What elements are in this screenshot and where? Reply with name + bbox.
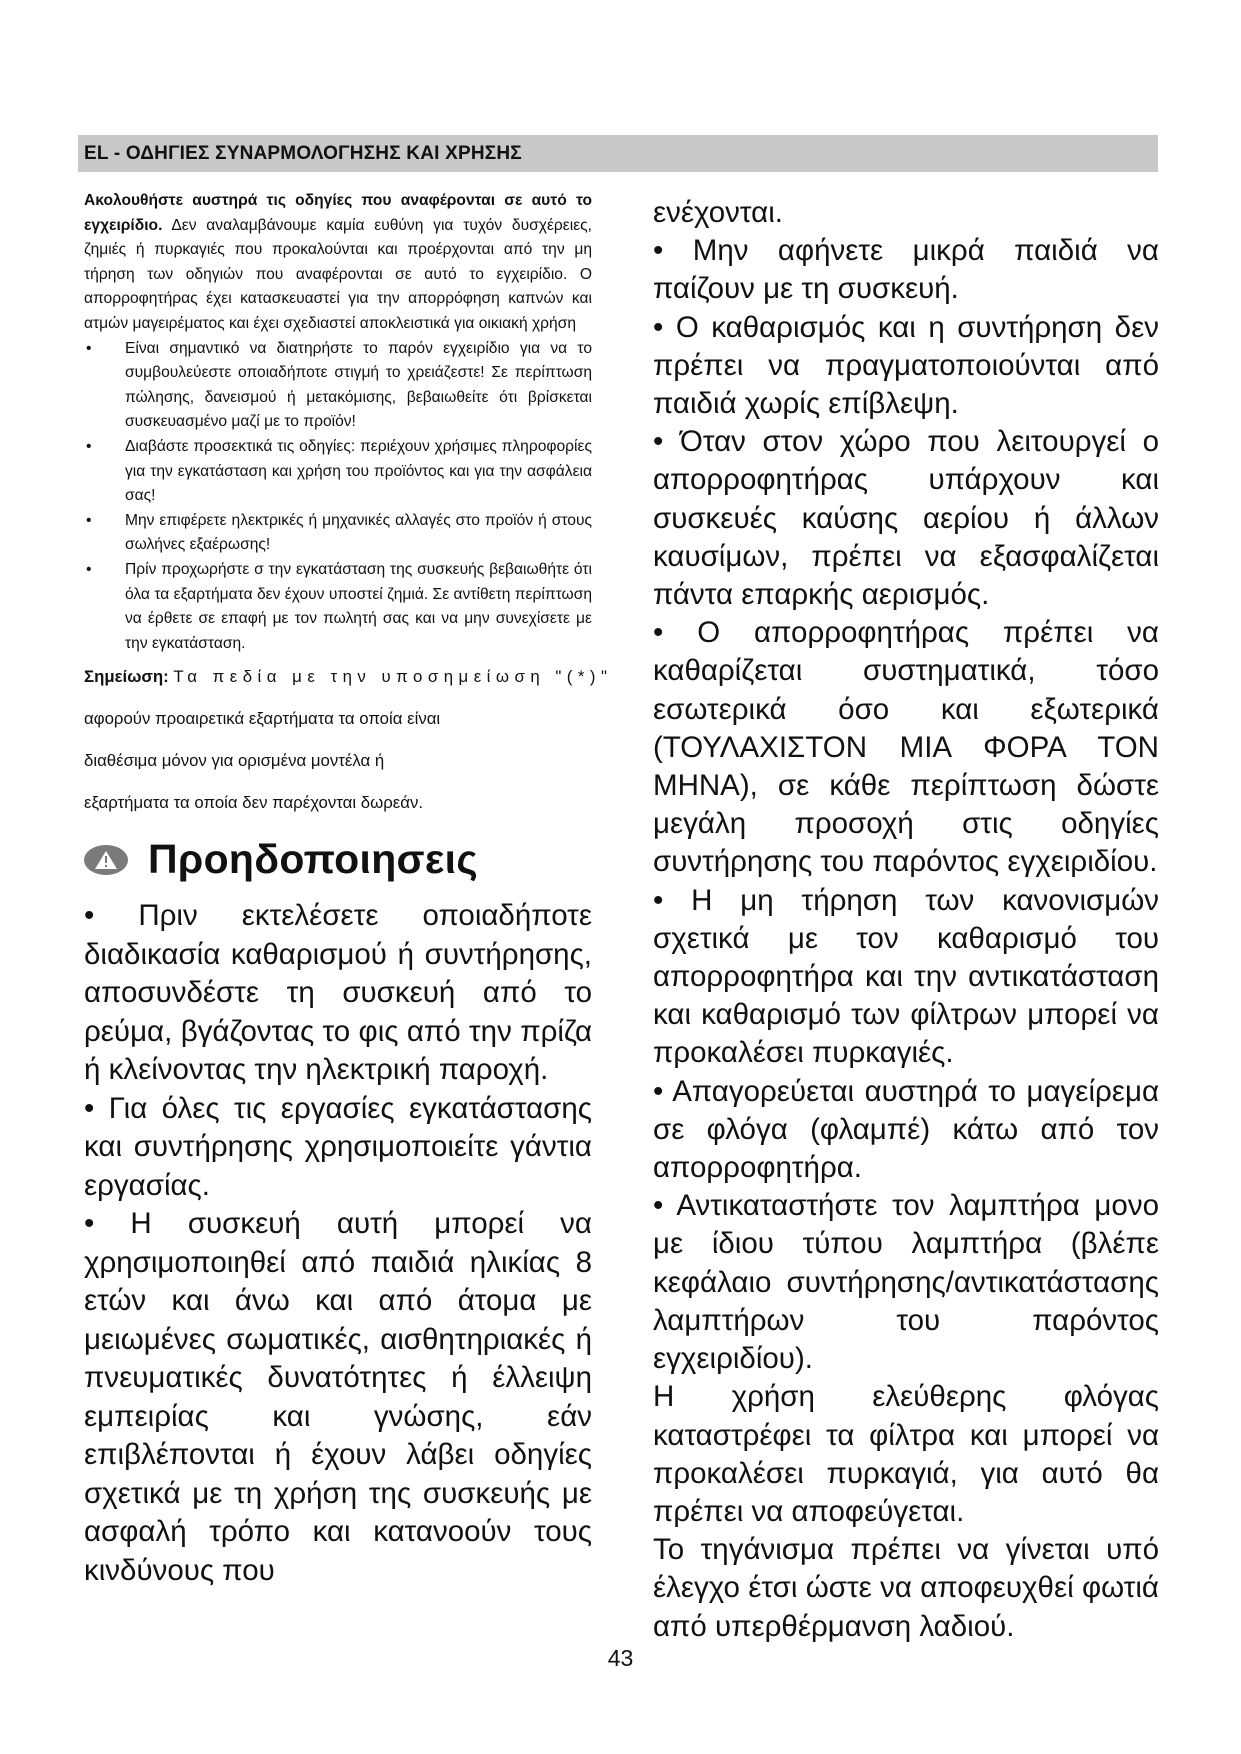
warning-paragraph: Το τηγάνισμα πρέπει να γίνεται υπό έλεγχο έτσι ώστε να αποφευχθεί φωτιά από υπερθέρμανση λαδιού. [653, 1533, 1159, 1643]
note-label: Σημείωση: [84, 667, 169, 687]
note-line: διαθέσιμα μόνον για ορισμένα μοντέλα ή [84, 751, 385, 771]
list-item: • Πρίν προχωρήστε σ την εγκατάσταση της συσκευής βεβαιωθήτε ότι όλα τα εξαρτήματα δεν έχουν υποστεί ζημιά. Σε αντίθετη περίπτωση να έρθετε σε επαφή με τον πωλητή σας και να μην συνεχίσετε με την εγκατάσταση. [84, 558, 592, 656]
warning-paragraph: • Όταν στον χώρο που λειτουργεί ο απορροφητήρας υπάρχουν και συσκευές καύσης αερίου ή άλλων καυσίμων, πρέπει να εξασφαλίζεται πάντα επαρκής αερισμός. [653, 425, 1159, 612]
page-number: 43 [607, 1645, 634, 1671]
warning-paragraph: • Ο απορροφητήρας πρέπει να καθαρίζεται συστηματικά, τόσο εσωτερικά όσο και εξωτερικά (ΤΟΥΛΑΧΙΣΤΟΝ ΜΙΑ ΦΟΡΑ ΤΟΝ ΜΗΝΑ), σε κάθε περίπτωση δώστε μεγάλη προσοχή στις οδηγίες συντήρησης του παρόντος εγχειριδίου. [653, 616, 1159, 879]
left-column [84, 189, 613, 1590]
list-item: • Είναι σημαντικό να διατηρήστε το παρόν εγχειρίδιο για να το συμβουλεύεστε οποιαδήποτε στιγμή το χρειάζεστε! Σε περίπτωση πώλησης, δανεισμού ή μετακόμισης, βεβαιωθείτε ότι βρίσκεται συσκευασμένο μαζί με το προϊόν! [84, 337, 592, 435]
warning-paragraph: Η χρήση ελεύθερης φλόγας καταστρέφει τα φίλτρα και μπορεί να προκαλέσει πυρκαγιά, για αυτό θα πρέπει να αποφεύγεται. [653, 1380, 1159, 1528]
note-line: αφορούν προαιρετικά εξαρτήματα τα οποία είναι [84, 709, 441, 729]
warning-paragraph: • Η συσκευή αυτή μπορεί να χρησιμοποιηθεί από παιδιά ηλικίας 8 ετών και άνω και από άτομα με μειωμένες σωματικές, αισθητηριακές ή πνευματικές δυνατότητες ή έλλειψη εμπειρίας και γνώσης, εάν επιβλέπονται ή έχουν λάβει οδηγίες σχετικά με τη χρήση της συσκευής με ασφαλή τρόπο και κατανοούν τους κινδύνους που [84, 1207, 592, 1587]
warnings-heading [84, 836, 592, 883]
warning-paragraph: • Για όλες τις εργασίες εγκατάστασης και συντήρησης χρησιμοποιείτε γάντια εργασίας. [84, 1091, 592, 1202]
warning-paragraph: • Αντικαταστήστε τον λαμπτήρα μονο με ίδιου τύπου λαμπτήρα (βλέπε κεφάλαιο συντήρησης/αντικατάστασης λαμπτήρων του παρόντος εγχειριδίου). [653, 1189, 1159, 1376]
warning-triangle-icon [94, 850, 118, 870]
warning-paragraph: ενέχονται. [653, 196, 783, 229]
warnings-title: Προηδοποιησεις [148, 836, 478, 883]
note-first-line: Τα πεδία με την υποσημείωση "(*)" [173, 667, 613, 687]
warning-paragraph: • Απαγορεύεται αυστηρά το μαγείρεμα σε φλόγα (φλαμπέ) κάτω από τον απορροφητήρα. [653, 1074, 1159, 1185]
intro-bullet-list [84, 337, 592, 657]
section-title: EL - ΟΔΗΓΙΕΣ ΣΥΝΑΡΜΟΛΟΓΗΣΗΣ ΚΑΙ ΧΡΗΣΗΣ [84, 143, 522, 164]
right-column [653, 194, 1159, 1646]
intro-text: Δεν αναλαμβάνουμε καμία ευθύνη για τυχόν δυσχέρειες, ζημιές ή πυρκαγιές που προκαλούνται και προέρχονται από την μη τήρηση των οδηγιών που αναφέρονται σε αυτό το εγχειρίδιο. Ο απορροφητήρας έχει κατασκευαστεί για την απορρόφηση καπνών και ατμών μαγειρέματος και έχει σχεδιαστεί αποκλειστικά για οικιακή χρήση [84, 216, 592, 332]
intro-paragraph [84, 189, 592, 337]
warning-paragraph: • Μην αφήνετε μικρά παιδιά να παίζουν με τη συσκευή. [653, 234, 1159, 306]
note-block [84, 656, 613, 824]
intro-bold: Ακολουθήστε αυστηρά τις οδηγίες που αναφέρονται σε αυτό το εγχειρίδιο. [84, 192, 592, 234]
warning-paragraph: • Η μη τήρηση των κανονισμών σχετικά με τον καθαρισμό του απορροφητήρα και την αντικατάσταση και καθαρισμό των φίλτρων μπορεί να προκαλέσει πυρκαγιές. [653, 883, 1159, 1070]
section-header [78, 135, 1158, 172]
note-line: εξαρτήματα τα οποία δεν παρέχονται δωρεάν. [84, 793, 423, 813]
warning-paragraph: • Πριν εκτελέσετε οποιαδήποτε διαδικασία καθαρισμού ή συντήρησης, αποσυνδέστε τη συσκευή από το ρεύμα, βγάζοντας το φις από την πρίζα ή κλείνοντας την ηλεκτρική παροχή. [84, 899, 592, 1087]
warning-paragraph: • Ο καθαρισμός και η συντήρηση δεν πρέπει να πραγματοποιούνται από παιδιά χωρίς επίβλεψη. [653, 310, 1159, 421]
list-item: • Μην επιφέρετε ηλεκτρικές ή μηχανικές αλλαγές στο προϊόν ή στους σωλήνες εξαέρωσης! [84, 509, 592, 558]
warning-icon [84, 845, 128, 875]
list-item: • Διαβάστε προσεκτικά τις οδηγίες: περιέχουν χρήσιμες πληροφορίες για την εγκατάσταση και χρήση του προϊόντος και για την ασφάλεια σας! [84, 435, 592, 509]
